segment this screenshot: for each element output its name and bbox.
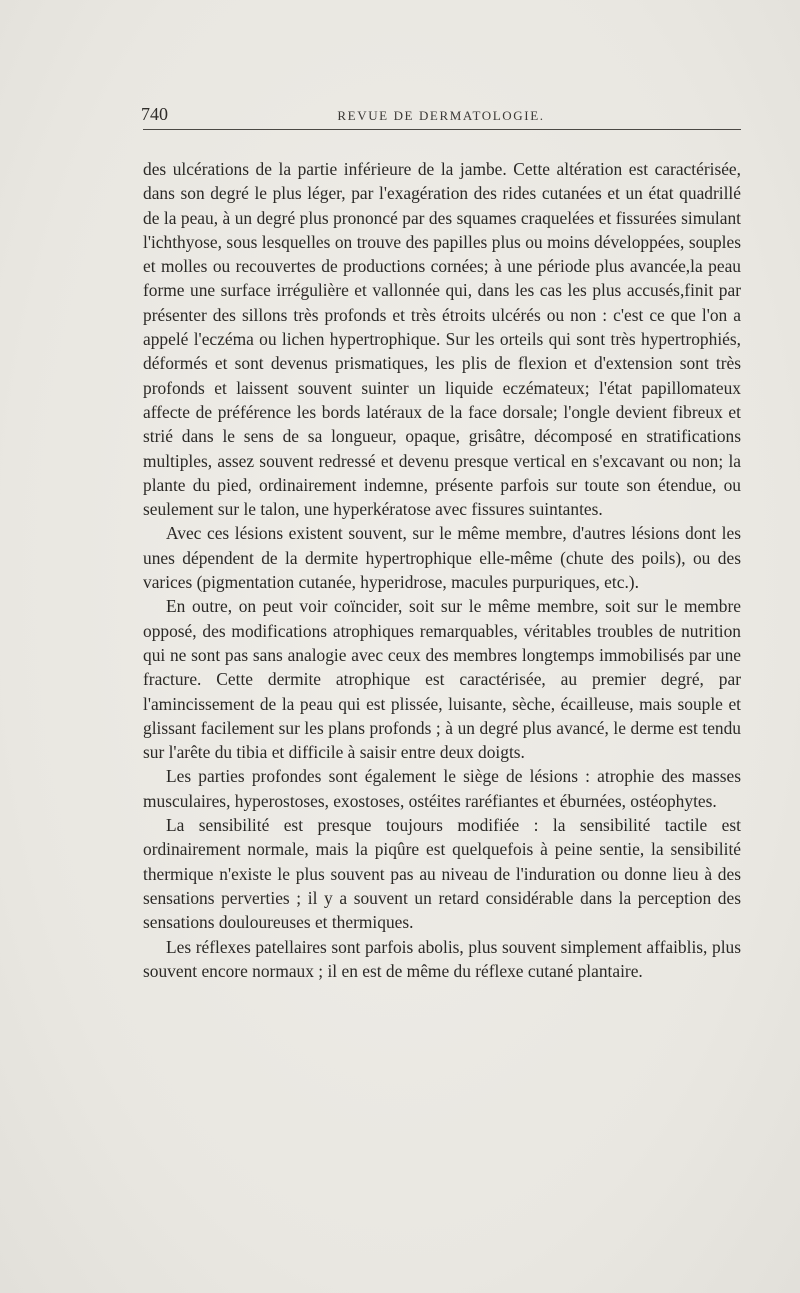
header-rule	[143, 129, 741, 130]
body-text	[143, 157, 741, 983]
paragraph: Les réflexes patellaires sont parfois abolis, plus souvent simplement affaiblis, plus souvent encore normaux ; il en est de même du réflexe cutané plantaire.	[143, 936, 741, 981]
page-number: 740	[141, 104, 168, 124]
running-title: REVUE DE DERMATOLOGIE.	[337, 108, 545, 123]
paragraph: En outre, on peut voir coïncider, soit sur le même membre, soit sur le membre opposé, des modifications atrophiques remarquables, véritables troubles de nutrition qui ne sont pas sans analogie avec ceux des membres longtemps immobilisés par une fracture. Cette dermite atrophique est caractérisée, au premier degré, par l'amincissement de la peau qui est plissée, luisante, sèche, écailleuse, mais souple et glissant facilement sur les plans profonds ; à un degré plus avancé, le derme est tendu sur l'arête du tibia et difficile à saisir entre deux doigts.	[143, 596, 741, 763]
paragraph: La sensibilité est presque toujours modifiée : la sensibilité tactile est ordinairement normale, mais la piqûre est quelquefois à peine sentie, la sensibilité thermique n'existe le plus souvent pas au niveau de l'induration ou donne lieu à des sensations perverties ; il y a souvent un retard considérable dans la perception des sensations douloureuses et thermiques.	[143, 815, 741, 933]
paragraph: Les parties profondes sont également le siège de lésions : atrophie des masses musculaires, hyperostoses, exostoses, ostéites raréfiantes et éburnées, ostéophytes.	[143, 766, 741, 811]
paragraph: Avec ces lésions existent souvent, sur le même membre, d'autres lésions dont les unes dépendent de la dermite hypertrophique elle-même (chute des poils), ou des varices (pigmentation cutanée, hyperidrose, macules purpuriques, etc.).	[143, 523, 741, 593]
page-header	[141, 104, 741, 128]
paragraph-continuation: des ulcérations de la partie inférieure de la jambe. Cette altération est caractérisée, dans son degré le plus léger, par l'exagération des rides cutanées et un état quadrillé de la peau, à un degré plus prononcé par des squames craquelées et fissurées simulant l'ichthyose, sous lesquelles on trouve des papilles plus ou moins développées, souples et molles ou recouvertes de productions cornées; à une période plus avancée,la peau forme une surface irrégulière et vallonnée qui, dans les cas les plus accusés,finit par présenter des sillons très profonds et très étroits ulcérés ou non : c'est ce que l'on a appelé l'eczéma ou lichen hypertrophique. Sur les orteils qui sont très hypertrophiés, déformés et sont devenus prismatiques, les plis de flexion et d'extension sont très profonds et laissent souvent suinter un liquide eczémateux; l'état papillomateux affecte de préférence les bords latéraux de la face dorsale; l'ongle devient fibreux et strié dans le sens de sa longueur, opaque, grisâtre, décomposé en stratifications multiples, assez souvent redressé et devenu presque vertical en s'excavant ou non; la plante du pied, ordinairement indemne, présente parfois sur toute son étendue, ou seulement sur le talon, une hyperkératose avec fissures suintantes.	[143, 159, 741, 520]
